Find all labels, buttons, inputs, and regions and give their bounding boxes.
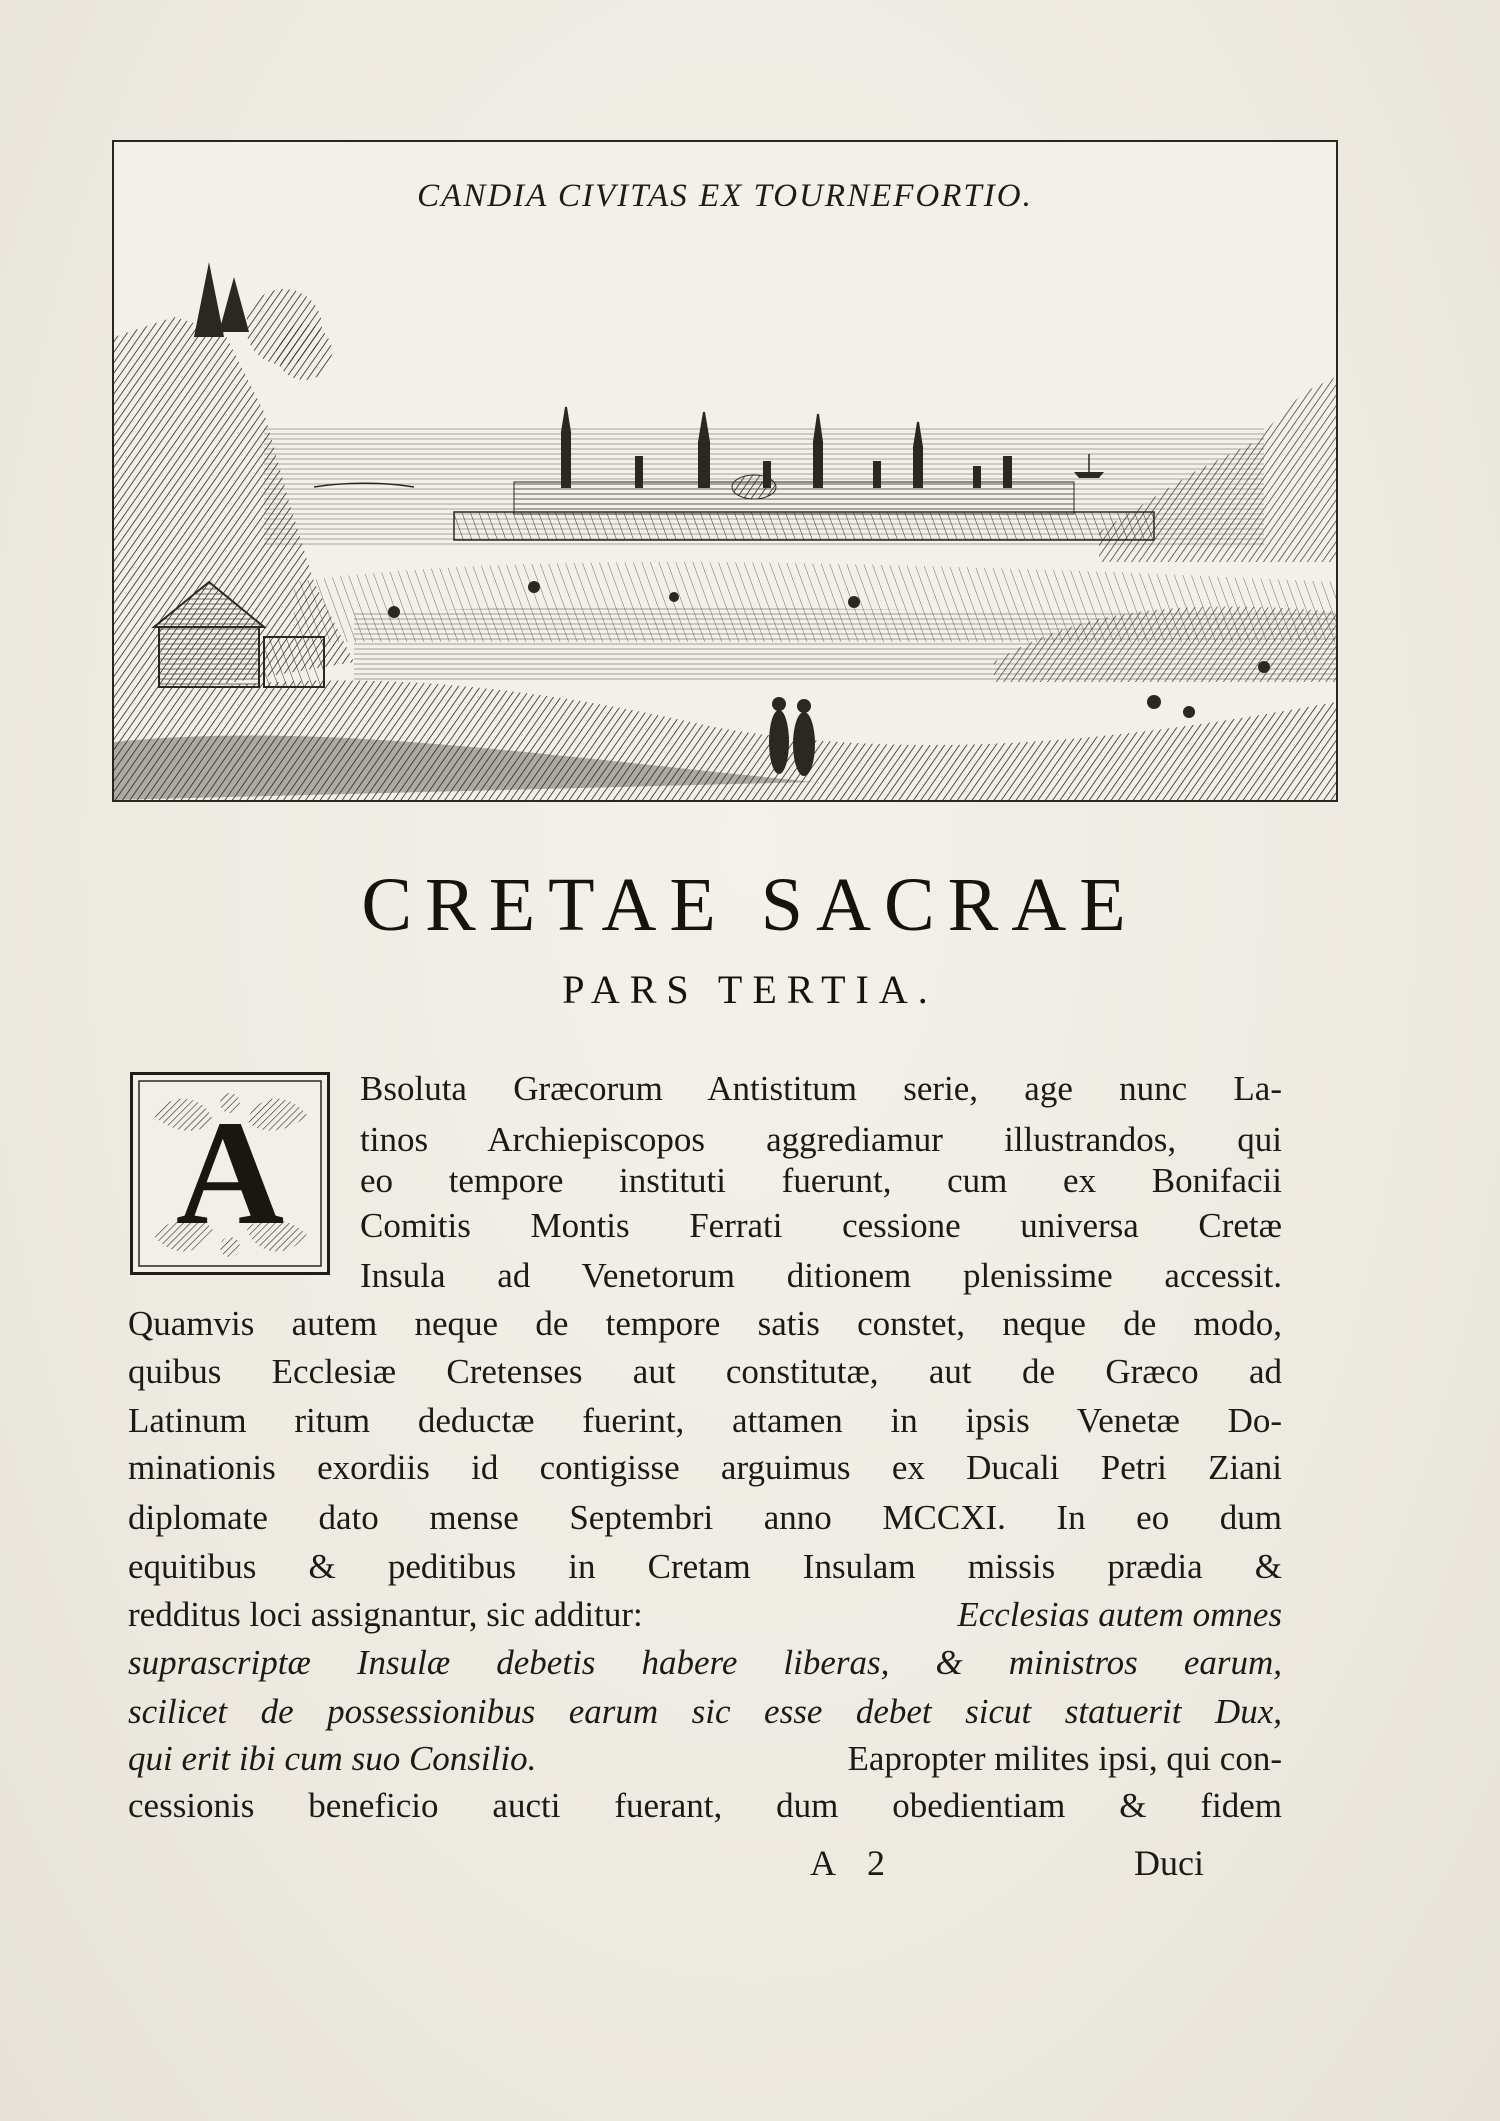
catchword: Duci — [1134, 1843, 1204, 1883]
text-line: cessionis beneficio aucti fuerant, dum obedientiam & fidem — [128, 1786, 1282, 1825]
text-line: Comitis Montis Ferrati cessione universa Cretæ — [360, 1206, 1282, 1245]
text-segment: Eapropter milites ipsi, qui con- — [847, 1739, 1282, 1778]
text-line: diplomate dato mense Septembri anno MCCXI. In eo dum — [128, 1498, 1282, 1537]
text-line: equitibus & peditibus in Cretam Insulam missis prædia & — [128, 1547, 1282, 1586]
text-line — [128, 1593, 1282, 1637]
signature-mark: A 2 — [810, 1843, 898, 1883]
text-line: quibus Ecclesiæ Cretenses aut constitutæ, aut de Græco ad — [128, 1352, 1282, 1391]
text-line-italic: scilicet de possessionibus earum sic esse debet sicut statuerit Dux, — [128, 1692, 1282, 1731]
candia-city-engraving — [114, 142, 1336, 800]
engraving-plate — [112, 140, 1338, 802]
text-line: eo tempore instituti fuerunt, cum ex Bonifacii — [360, 1161, 1282, 1200]
text-line: tinos Archiepiscopos aggrediamur illustrandos, qui — [360, 1120, 1282, 1159]
text-line: minationis exordiis id contigisse arguimus ex Ducali Petri Ziani — [128, 1448, 1282, 1487]
decorated-initial — [130, 1072, 330, 1275]
plate-caption: CANDIA CIVITAS EX TOURNEFORTIO. — [417, 178, 1033, 214]
text-segment: redditus loci assignantur, sic additur: — [128, 1595, 643, 1634]
text-line — [128, 1737, 1282, 1781]
text-line: Quamvis autem neque de tempore satis constet, neque de modo, — [128, 1304, 1282, 1343]
text-line: Insula ad Venetorum ditionem plenissime accessit. — [360, 1256, 1282, 1295]
text-line: Bsoluta Græcorum Antistitum serie, age nunc La- — [360, 1069, 1282, 1108]
text-line-italic: suprascriptæ Insulæ debetis habere liberas, & ministros earum, — [128, 1643, 1282, 1682]
dropcap-letter: A — [175, 1090, 285, 1256]
text-line: Latinum ritum deductæ fuerint, attamen in ipsis Venetæ Do- — [128, 1401, 1282, 1440]
page-subtitle: PARS TERTIA. — [562, 967, 938, 1012]
text-segment-italic: Ecclesias autem omnes — [957, 1595, 1282, 1634]
page-title: CRETAE SACRAE — [361, 863, 1139, 947]
text-segment-italic: qui erit ibi cum suo Consilio. — [128, 1739, 537, 1778]
